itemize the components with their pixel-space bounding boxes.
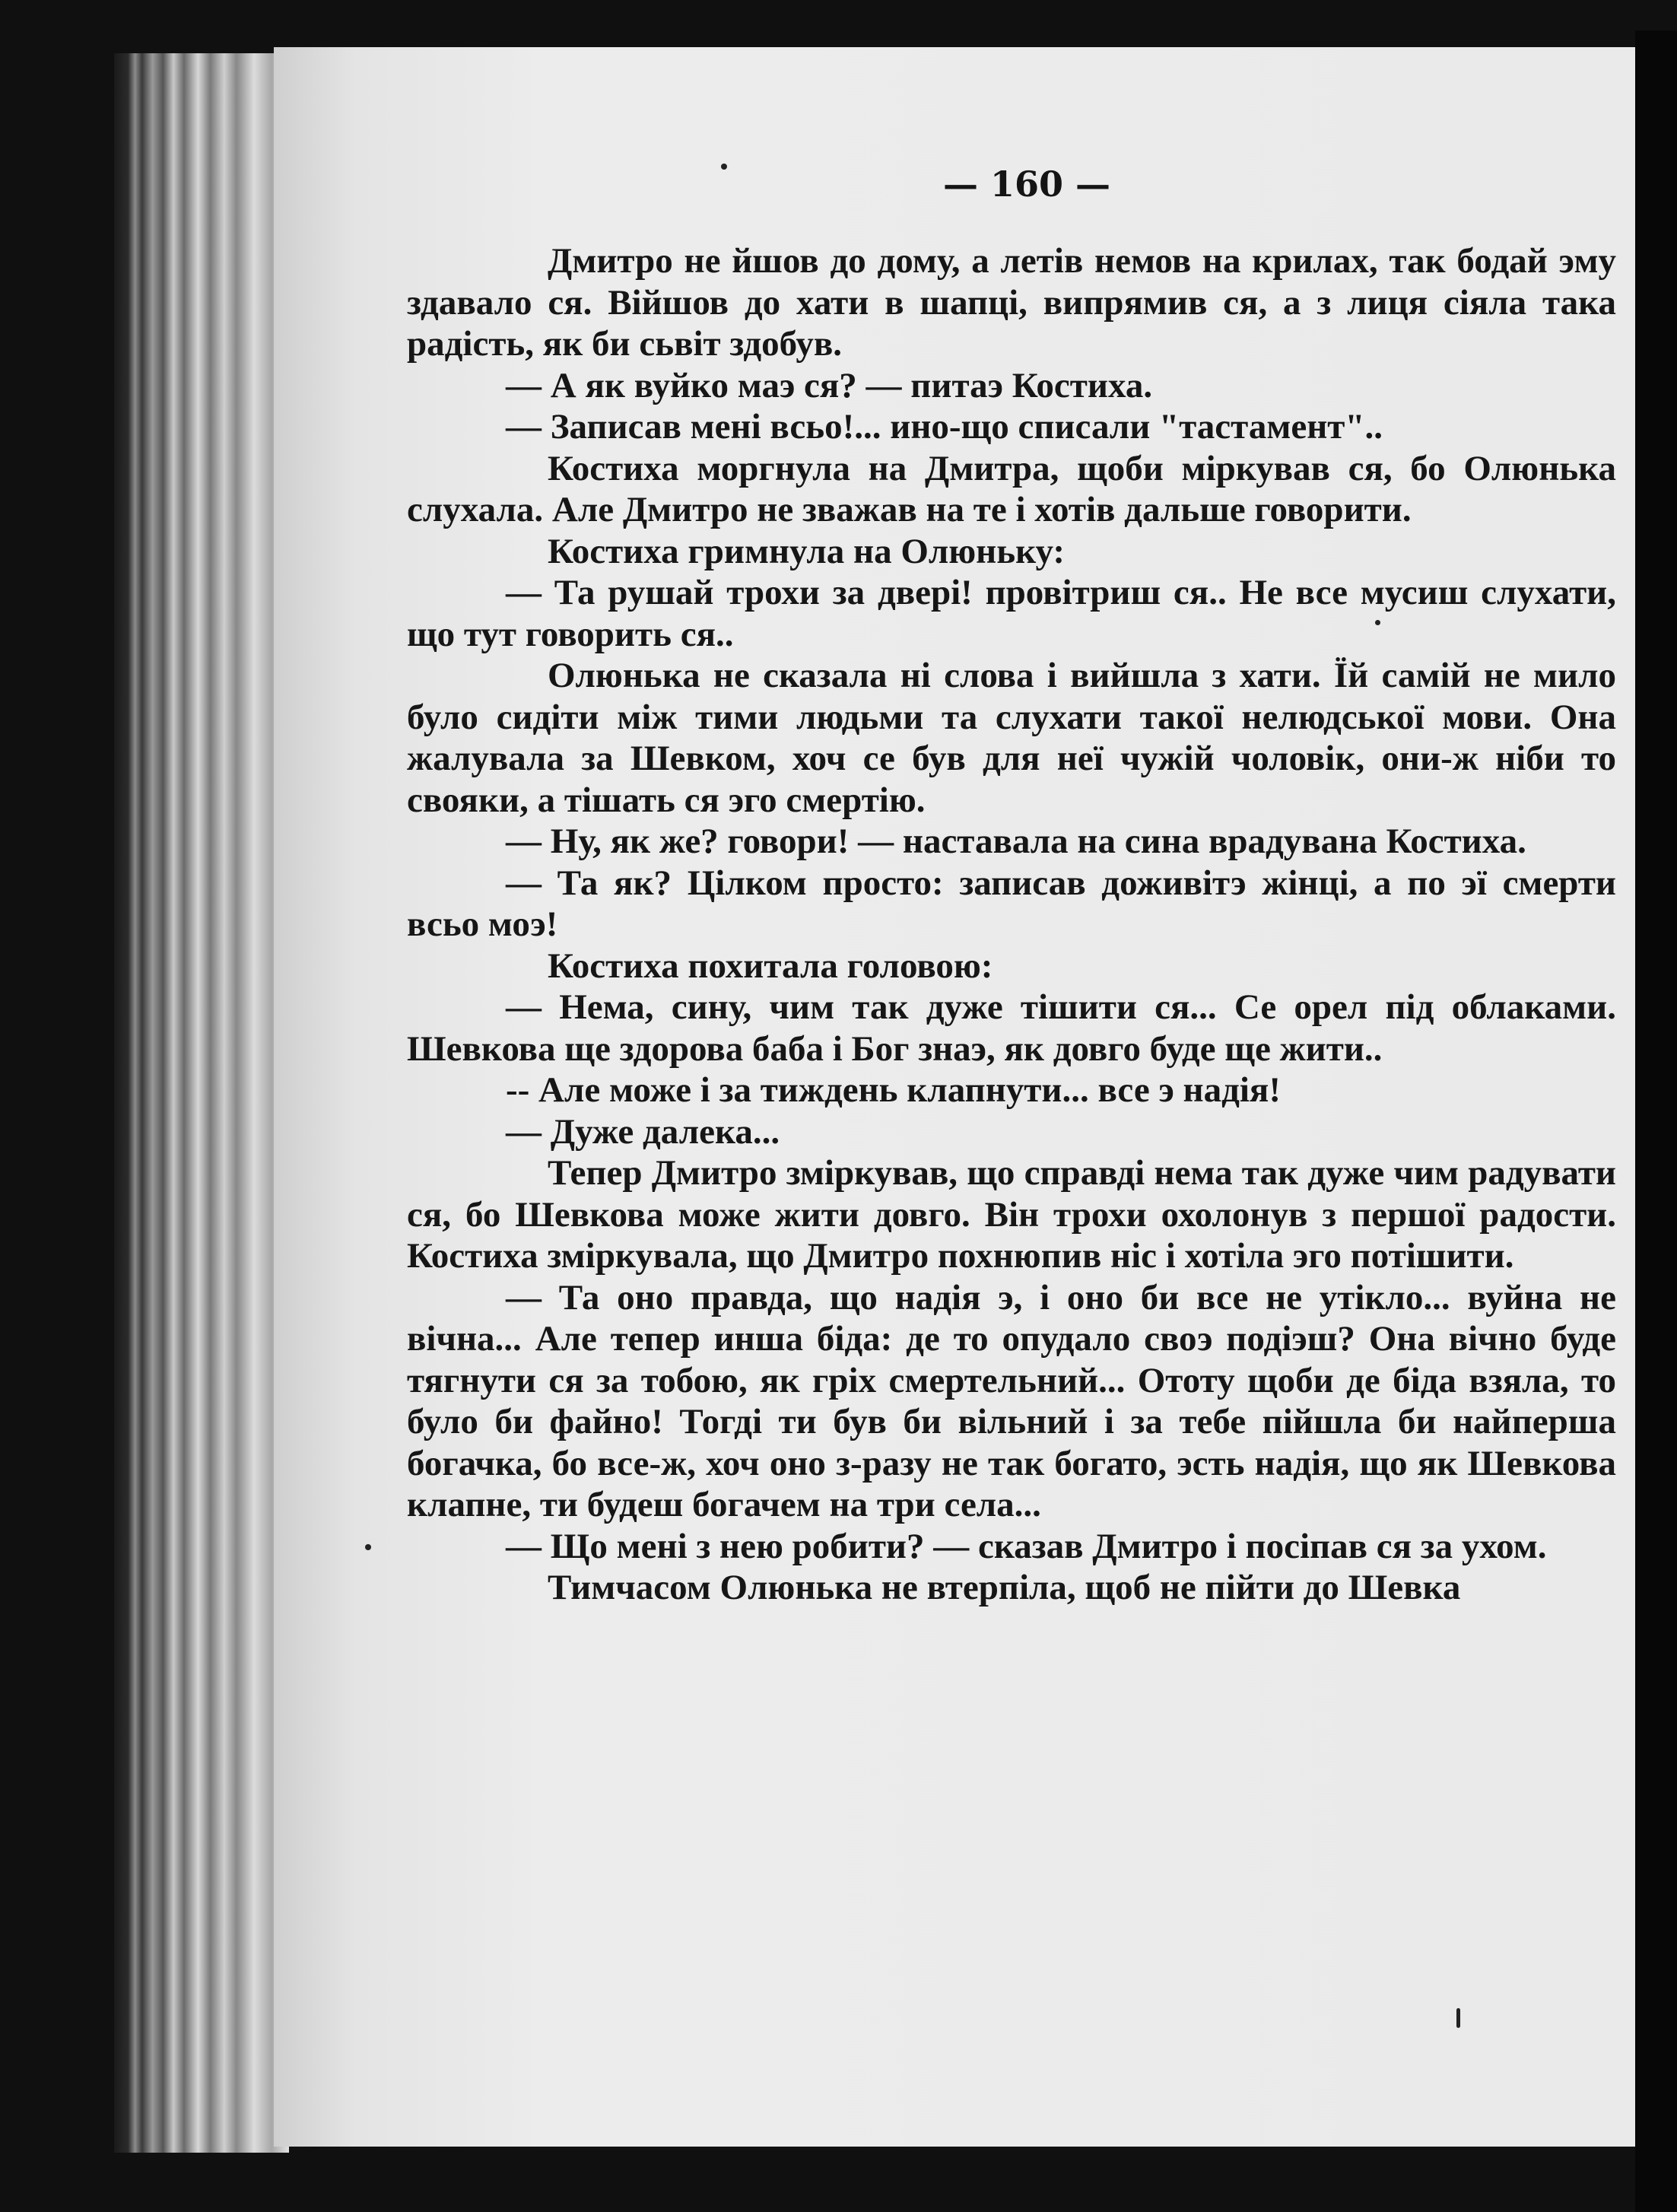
paragraph: — Дуже далека... — [506, 1111, 780, 1152]
paragraph: — Ну, як же? говори! — наставала на сина врадувана Костиха. — [506, 822, 1526, 861]
book-spine — [114, 53, 289, 2153]
body-text — [407, 240, 1616, 1609]
paragraph: Костиха похитала головою: — [548, 946, 993, 986]
paragraph: — Та рушай трохи за двері! провітриш ся.. Не все мусиш слухати, що тут говорить ся.. — [407, 573, 1616, 654]
paragraph: — А як вуйко маэ ся? — питаэ Костиха. — [506, 365, 1153, 405]
paragraph: Дмитро не йшов до дому, а летів немов на крилах, так бодай эму здавало ся. Війшов до хати в шапці, випрямив ся, а з лиця сіяла така радість, як би сьвіт здобув. — [407, 241, 1616, 364]
paragraph: — Та оно правда, що надія э, і оно би все не утікло... вуйна не вічна... Але тепер инша біда: де то опудало своэ подіэш? Она вічно буде тягнути ся за тобою, як гріх смертельний... Ототу щоби де біда взяла, то було би файно! Тогді ти був би вільний і за тебе пійшла би найперша богачка, бо все-ж, хоч оно з-разу не так богато, эсть надія, що як Шевкова клапне, ти будеш богачем на три села... — [407, 1277, 1616, 1524]
page-number: — 160 — — [943, 164, 1111, 205]
paragraph: Олюнька не сказала ні слова і вийшла з хати. Їй самій не мило було сидіти між тими людьми та слухати такої нелюдської мови. Она жалувала за Шевком, хоч се був для неї чужій чоловік, они-ж ніби то свояки, а тішать ся эго смертію. — [407, 656, 1616, 820]
paragraph: Тепер Дмитро зміркував, що справді нема так дуже чим радувати ся, бо Шевкова може жити довго. Він трохи охолонув з першої радости. Костиха зміркувала, що Дмитро похнюпив ніс і хотіла эго потішити. — [407, 1153, 1616, 1276]
dust-speck — [1456, 2008, 1460, 2028]
paragraph: — Та як? Цілком просто: записав доживітэ жінці, а по эї смерти всьо моэ! — [407, 863, 1616, 944]
dust-speck — [365, 1544, 371, 1550]
page-edge-shadow — [1635, 30, 1677, 2212]
paragraph: -- Але може і за тиждень клапнути... все э надія! — [506, 1070, 1281, 1110]
paragraph: — Записав мені всьо!... ино-що списали "тастамент".. — [506, 407, 1383, 447]
paragraph: — Що мені з нею робити? — сказав Дмитро і посіпав ся за ухом. — [506, 1526, 1547, 1566]
paragraph: Тимчасом Олюнька не втерпіла, щоб не пійти до Шевка — [548, 1568, 1461, 1607]
dust-speck — [721, 164, 727, 170]
paragraph: Костиха гримнула на Олюньку: — [548, 531, 1066, 571]
paragraph: — Нема, сину, чим так дуже тішити ся... Се орел під облаками. Шевкова ще здорова баба і Бог знаэ, як довго буде ще жити.. — [407, 987, 1616, 1069]
paragraph: Костиха моргнула на Дмитра, щоби міркував ся, бо Олюнька слухала. Але Дмитро не зважав на те і хотів дальше говорити. — [407, 448, 1616, 529]
